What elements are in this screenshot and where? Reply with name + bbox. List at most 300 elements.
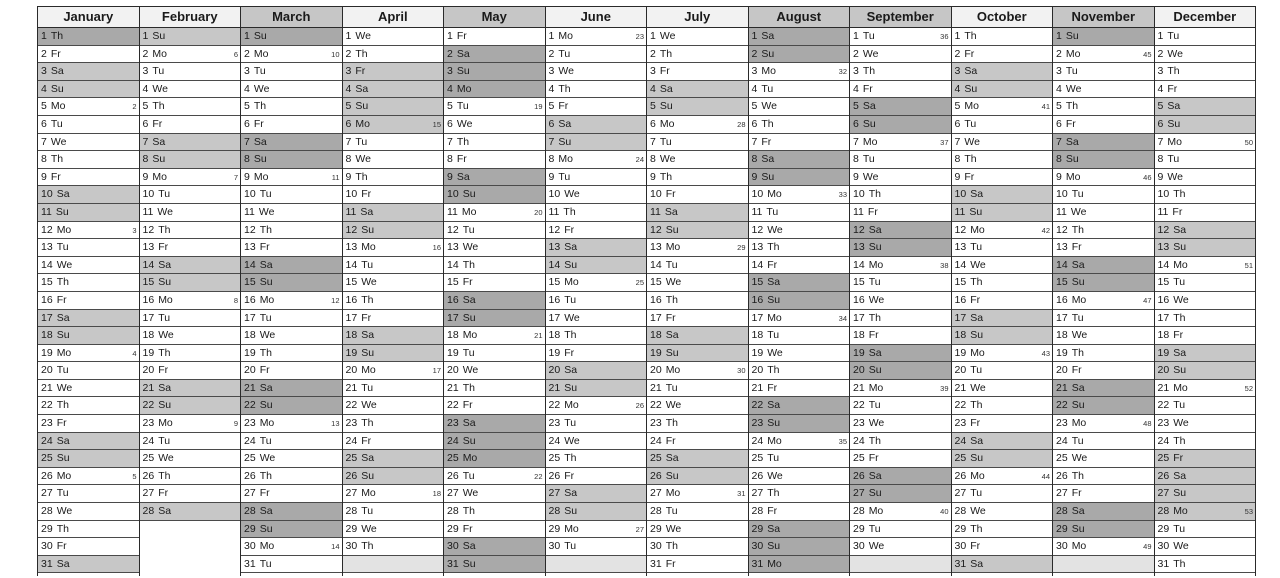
day-cell — [38, 169, 139, 187]
day-number: 16 — [1056, 293, 1068, 306]
weekday-label: Tu — [462, 469, 475, 482]
weekday-label: Mo — [1065, 47, 1081, 60]
day-number: 14 — [853, 258, 865, 271]
weekday-label: Su — [462, 188, 476, 201]
day-cell — [749, 345, 850, 363]
weekday-label: Sa — [659, 82, 673, 95]
day-cell — [38, 433, 139, 451]
weekday-label: Fr — [1173, 452, 1184, 465]
weekday-label: Fr — [665, 557, 676, 570]
day-cell — [850, 28, 951, 46]
day-cell — [850, 503, 951, 521]
weekday-label: Tu — [868, 522, 881, 535]
weekday-label: Mo — [970, 223, 985, 236]
day-number: 2 — [447, 47, 453, 60]
weekday-label: Tu — [1173, 399, 1186, 412]
day-cell — [647, 397, 748, 415]
day-cell — [38, 116, 139, 134]
day-number: 6 — [41, 117, 47, 130]
day-number: 15 — [1157, 276, 1170, 289]
day-number: 26 — [41, 469, 53, 482]
day-number: 25 — [447, 452, 459, 465]
day-cell — [546, 151, 647, 169]
day-cell — [140, 415, 241, 433]
day-cell — [647, 415, 748, 433]
weekday-label: We — [1071, 452, 1088, 465]
day-cell — [749, 81, 850, 99]
day-number: 14 — [548, 258, 561, 271]
month-header: January — [38, 6, 139, 28]
day-cell — [241, 186, 342, 204]
weekday-label: Th — [56, 399, 69, 412]
day-cell — [241, 239, 342, 257]
week-number: 45 — [1143, 49, 1152, 59]
day-cell — [343, 169, 444, 187]
weekday-label: Th — [1173, 188, 1186, 201]
day-number: 11 — [142, 205, 154, 218]
day-number: 24 — [1056, 434, 1068, 447]
day-number: 13 — [548, 241, 561, 254]
day-number: 14 — [751, 258, 764, 271]
week-number: 23 — [635, 32, 644, 41]
weekday-label: Fr — [456, 30, 467, 42]
day-number: 17 — [1056, 311, 1068, 324]
day-number: 5 — [142, 100, 149, 113]
weekday-label: Tu — [259, 188, 272, 201]
weekday-label: Mo — [456, 82, 472, 95]
day-number: 11 — [447, 205, 458, 218]
weekday-label: Tu — [964, 117, 977, 130]
weekday-label: Th — [355, 170, 368, 183]
day-number: 1 — [244, 30, 250, 42]
day-cell — [241, 362, 342, 380]
day-number: 24 — [1157, 434, 1170, 447]
week-number: 33 — [838, 190, 847, 200]
day-number: 7 — [751, 135, 758, 148]
day-cell — [952, 362, 1053, 380]
month-header: November — [1053, 6, 1154, 28]
weekday-label: Fr — [259, 241, 270, 254]
weekday-label: Tu — [355, 135, 368, 148]
day-number: 16 — [853, 293, 865, 306]
day-cell — [38, 274, 139, 292]
day-cell — [749, 134, 850, 152]
weekday-label: Fr — [564, 346, 575, 359]
weekday-label: Th — [665, 417, 678, 430]
day-cell — [38, 310, 139, 328]
day-number: 4 — [345, 82, 352, 95]
day-number: 16 — [650, 293, 662, 306]
day-cell — [647, 98, 748, 116]
day-cell — [444, 98, 545, 116]
day-cell — [241, 380, 342, 398]
weekday-label: Su — [56, 329, 70, 342]
day-number: 28 — [548, 505, 561, 518]
weekday-label: Mo — [56, 469, 72, 482]
day-cell — [140, 81, 241, 99]
day-number: 25 — [1056, 452, 1068, 465]
weekday-label: Mo — [1071, 293, 1087, 306]
day-number: 22 — [954, 399, 967, 412]
weekday-label: We — [462, 487, 479, 500]
day-cell — [1155, 503, 1256, 521]
weekday-label: We — [862, 47, 879, 60]
day-number: 19 — [41, 346, 53, 359]
day-cell — [647, 327, 748, 345]
day-cell — [38, 98, 139, 116]
day-number: 14 — [1157, 258, 1170, 271]
weekday-label: We — [355, 153, 371, 166]
day-number: 22 — [1157, 399, 1170, 412]
day-number: 10 — [954, 188, 967, 201]
weekday-label: Su — [868, 364, 882, 377]
weekday-label: Sa — [158, 381, 172, 394]
weekday-label: Tu — [456, 100, 469, 113]
day-number: 22 — [1056, 399, 1068, 412]
day-cell — [749, 222, 850, 240]
day-cell — [546, 28, 647, 46]
weekday-label: Sa — [761, 30, 775, 42]
day-number: 17 — [142, 311, 155, 324]
day-number: 29 — [345, 522, 358, 535]
day-cell — [749, 415, 850, 433]
day-number: 20 — [1056, 364, 1068, 377]
day-cell — [444, 63, 545, 81]
month-header: August — [749, 6, 850, 28]
day-cell — [444, 485, 545, 503]
day-number: 16 — [548, 293, 561, 306]
day-cell — [1155, 538, 1256, 556]
day-cell — [444, 116, 545, 134]
weekday-label: Su — [761, 47, 775, 60]
day-number: 31 — [751, 557, 764, 570]
day-number: 16 — [447, 293, 459, 306]
weekday-label: We — [564, 434, 580, 447]
day-cell — [850, 239, 951, 257]
day-number: 19 — [345, 346, 358, 359]
day-cell — [343, 450, 444, 468]
day-number: 18 — [954, 329, 967, 342]
week-number: 34 — [838, 313, 847, 323]
weekday-label: Th — [563, 205, 576, 218]
weekday-label: Su — [558, 135, 572, 148]
weekday-label: Su — [55, 205, 69, 218]
weekday-label: Fr — [1071, 364, 1082, 377]
day-cell — [241, 257, 342, 275]
day-cell — [952, 116, 1053, 134]
day-cell — [140, 468, 241, 486]
weekday-label: Su — [767, 417, 781, 430]
day-cell — [38, 468, 139, 486]
day-cell — [850, 538, 951, 556]
day-cell — [749, 186, 850, 204]
weekday-label: Th — [1167, 65, 1180, 78]
day-number: 28 — [1056, 505, 1068, 518]
day-number: 15 — [41, 276, 53, 289]
day-cell — [140, 327, 241, 345]
day-number: 8 — [1056, 153, 1062, 166]
day-cell — [241, 433, 342, 451]
month-column-december — [1155, 6, 1257, 576]
day-number: 6 — [1157, 117, 1164, 130]
day-number: 30 — [650, 540, 662, 553]
day-cell — [241, 397, 342, 415]
week-number: 20 — [534, 207, 543, 217]
day-cell — [38, 538, 139, 556]
day-cell — [647, 204, 748, 222]
week-number: 26 — [635, 401, 644, 411]
weekday-label: Sa — [259, 505, 273, 518]
day-cell — [38, 415, 139, 433]
day-cell — [343, 433, 444, 451]
weekday-label: Tu — [259, 311, 272, 324]
day-number: 11 — [548, 205, 560, 218]
day-number: 4 — [1056, 82, 1062, 95]
day-cell — [444, 28, 545, 46]
day-number: 30 — [447, 540, 459, 553]
month-column-september — [850, 6, 952, 576]
month-column-august — [749, 6, 851, 576]
day-number: 21 — [548, 381, 561, 394]
day-cell — [647, 468, 748, 486]
day-cell — [140, 380, 241, 398]
weekday-label: We — [659, 30, 676, 42]
weekday-label: Mo — [461, 205, 477, 218]
day-cell — [241, 81, 342, 99]
weekday-label: Su — [1071, 276, 1085, 289]
day-number: 4 — [751, 82, 758, 95]
day-cell — [343, 81, 444, 99]
day-number: 6 — [447, 117, 453, 130]
weekday-label: Sa — [970, 188, 984, 201]
weekday-label: Tu — [1173, 276, 1186, 289]
day-cell — [1155, 98, 1256, 116]
day-cell — [1155, 204, 1256, 222]
day-cell — [1155, 46, 1256, 64]
day-cell — [952, 292, 1053, 310]
weekday-label: Su — [355, 100, 369, 113]
weekday-label: We — [564, 311, 580, 324]
week-number: 36 — [940, 32, 949, 41]
weekday-label: Th — [1071, 223, 1084, 236]
day-number: 29 — [853, 522, 865, 535]
day-number: 10 — [548, 188, 561, 201]
day-cell — [444, 397, 545, 415]
day-cell — [850, 362, 951, 380]
day-cell — [749, 503, 850, 521]
weekday-label: Fr — [56, 540, 67, 553]
week-number: 38 — [940, 260, 949, 270]
month-header: March — [241, 6, 342, 28]
year-calendar — [37, 6, 1256, 576]
day-number: 5 — [548, 100, 555, 113]
empty-day-cell — [343, 556, 444, 574]
day-cell — [952, 503, 1053, 521]
weekday-label: We — [361, 276, 377, 289]
day-cell — [1053, 362, 1154, 380]
weekday-label: We — [564, 188, 580, 201]
weekday-label: We — [558, 65, 574, 78]
day-number: 22 — [244, 399, 256, 412]
week-number: 21 — [534, 331, 543, 341]
day-number: 18 — [41, 329, 53, 342]
day-number: 28 — [1157, 505, 1170, 518]
day-number: 15 — [345, 276, 358, 289]
day-cell — [343, 239, 444, 257]
day-cell — [1053, 134, 1154, 152]
day-cell — [850, 433, 951, 451]
day-cell — [140, 134, 241, 152]
day-cell — [444, 222, 545, 240]
weekday-label: Th — [56, 276, 69, 289]
day-cell — [546, 380, 647, 398]
weekday-label: Tu — [158, 188, 171, 201]
weekday-label: Th — [158, 346, 171, 359]
day-number: 28 — [447, 505, 459, 518]
day-number: 22 — [345, 399, 358, 412]
day-cell — [140, 63, 241, 81]
day-number: 21 — [650, 381, 662, 394]
day-number: 26 — [447, 469, 459, 482]
day-number: 8 — [41, 153, 47, 166]
day-number: 11 — [954, 205, 966, 218]
weekday-label: We — [964, 135, 980, 148]
day-number: 20 — [345, 364, 358, 377]
day-cell — [343, 222, 444, 240]
day-number: 10 — [41, 188, 53, 201]
day-number: 13 — [447, 241, 459, 254]
day-number: 11 — [345, 205, 357, 218]
day-cell — [241, 450, 342, 468]
day-cell — [140, 397, 241, 415]
day-number: 9 — [751, 170, 758, 183]
weekday-label: Tu — [767, 452, 780, 465]
day-number: 27 — [1056, 487, 1068, 500]
weekday-label: Tu — [665, 505, 678, 518]
day-number: 15 — [244, 276, 256, 289]
day-number: 23 — [954, 417, 967, 430]
day-number: 2 — [1157, 47, 1164, 60]
weekday-label: We — [158, 329, 174, 342]
day-cell — [343, 98, 444, 116]
day-number: 1 — [41, 30, 47, 42]
day-cell — [546, 327, 647, 345]
day-number: 29 — [650, 522, 662, 535]
day-cell — [1155, 345, 1256, 363]
day-number: 3 — [41, 65, 47, 78]
day-number: 23 — [142, 417, 155, 430]
weekday-label: Mo — [1071, 417, 1087, 430]
day-number: 6 — [244, 117, 250, 130]
day-cell — [850, 274, 951, 292]
weekday-label: Mo — [970, 346, 985, 359]
day-number: 7 — [548, 135, 555, 148]
day-cell — [546, 81, 647, 99]
day-cell — [343, 116, 444, 134]
day-cell — [647, 521, 748, 539]
week-number: 50 — [1244, 137, 1253, 147]
day-number: 11 — [244, 205, 255, 218]
week-number: 15 — [432, 119, 441, 129]
day-cell — [749, 397, 850, 415]
weekday-label: We — [1071, 329, 1088, 342]
weekday-label: Fr — [564, 469, 575, 482]
day-number: 12 — [650, 223, 662, 236]
day-cell — [1053, 116, 1154, 134]
day-cell — [952, 450, 1053, 468]
day-number: 29 — [751, 522, 764, 535]
weekday-label: We — [462, 364, 479, 377]
day-number: 12 — [1157, 223, 1170, 236]
day-cell — [546, 433, 647, 451]
day-number: 20 — [853, 364, 865, 377]
weekday-label: Th — [50, 30, 64, 42]
day-number: 12 — [853, 223, 865, 236]
day-cell — [1053, 151, 1154, 169]
day-cell — [1053, 28, 1154, 46]
weekday-label: Th — [50, 153, 64, 166]
weekday-label: Fr — [259, 364, 270, 377]
day-cell — [1053, 63, 1154, 81]
day-cell — [343, 28, 444, 46]
weekday-label: Mo — [462, 329, 478, 342]
weekday-label: Fr — [456, 153, 467, 166]
weekday-label: Su — [158, 276, 172, 289]
weekday-label: We — [56, 258, 73, 271]
month-header: July — [647, 6, 748, 28]
weekday-label: Th — [1173, 557, 1186, 570]
day-cell — [1155, 239, 1256, 257]
day-number: 3 — [1056, 65, 1062, 78]
day-cell — [343, 380, 444, 398]
weekday-label: Sa — [665, 452, 679, 465]
day-number: 28 — [142, 505, 155, 518]
weekday-label: Sa — [56, 311, 70, 324]
day-cell — [241, 63, 342, 81]
day-number: 12 — [41, 223, 53, 236]
day-cell — [444, 362, 545, 380]
weekday-label: Tu — [1167, 153, 1180, 166]
weekday-label: Mo — [767, 311, 782, 324]
weekday-label: We — [157, 205, 173, 218]
weekday-label: Tu — [253, 65, 266, 78]
day-cell — [647, 239, 748, 257]
weekday-label: We — [456, 117, 473, 130]
weekday-label: We — [659, 153, 676, 166]
day-number: 31 — [41, 557, 53, 570]
day-number: 7 — [41, 135, 47, 148]
day-number: 26 — [1056, 469, 1068, 482]
weekday-label: Su — [1173, 364, 1187, 377]
day-number: 18 — [751, 329, 764, 342]
day-number: 12 — [1056, 223, 1068, 236]
weekday-label: Fr — [361, 311, 372, 324]
day-number: 13 — [41, 241, 53, 254]
day-number: 25 — [41, 452, 53, 465]
day-cell — [38, 204, 139, 222]
day-number: 17 — [41, 311, 53, 324]
weekday-label: Th — [862, 65, 876, 78]
day-number: 14 — [345, 258, 358, 271]
day-cell — [1155, 521, 1256, 539]
weekday-label: Tu — [761, 82, 774, 95]
day-number: 27 — [244, 487, 256, 500]
day-cell — [38, 81, 139, 99]
day-number: 9 — [650, 170, 656, 183]
day-cell — [1155, 415, 1256, 433]
weekday-label: Fr — [1071, 487, 1082, 500]
day-cell — [1155, 134, 1256, 152]
